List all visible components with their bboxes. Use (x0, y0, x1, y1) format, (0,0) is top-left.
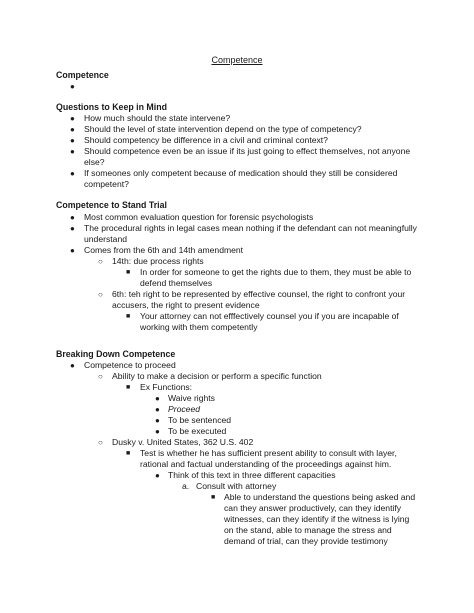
list-item-continuation: defend themselves (140, 278, 213, 288)
list-item: Your attorney can not efffectively counsel you if you are incapable of (140, 311, 399, 321)
list-item: In order for someone to get the rights due to them, they must be able to (140, 267, 412, 277)
section-heading-questions: Questions to Keep in Mind (56, 102, 167, 112)
bullet-circle: ○ (98, 290, 103, 299)
list-item: The procedural rights in legal cases mean nothing if the defendant can not meaningfully (84, 223, 417, 233)
list-item-continuation: else? (84, 157, 105, 167)
list-item-continuation: witnesses, can they identify if the witness is lying (224, 514, 410, 524)
section-heading-stand-trial: Competence to Stand Trial (56, 200, 167, 210)
list-item-continuation: demand of trial, can they provide testimony (224, 536, 388, 546)
bullet-dot: ● (70, 224, 75, 233)
list-item-continuation: on the stand, able to manage the stress and (224, 525, 392, 535)
bullet-dot: ● (70, 147, 75, 156)
list-item-continuation: working with them competently (140, 322, 258, 332)
list-item: 6th: teh right to be represented by effective counsel, the right to confront your (112, 289, 406, 299)
list-item: Should the level of state intervention depend on the type of competency? (84, 124, 362, 134)
list-item: Comes from the 6th and 14th amendment (84, 245, 244, 255)
list-item: Think of this text in three different capacities (168, 470, 336, 480)
bullet-circle: ○ (98, 257, 103, 266)
bullet-dot: ● (70, 246, 75, 255)
list-item: To be executed (168, 426, 227, 436)
list-item: If someones only competent because of medication should they still be considered (84, 168, 398, 178)
list-item: To be sentenced (168, 415, 232, 425)
list-item-continuation: rational and factual understanding of the proceedings against him. (140, 459, 392, 469)
list-item-continuation: accusers, the right to present evidence (112, 300, 260, 310)
bullet-square: ■ (211, 494, 216, 501)
list-item: Should competence even be an issue if its just going to effect themselves, not anyone (84, 146, 411, 156)
bullet-dot: ● (155, 427, 160, 436)
bullet-dot: ● (155, 416, 160, 425)
list-item: Competence to proceed (84, 360, 176, 370)
section-heading-competence: Competence (56, 70, 109, 80)
bullet-circle: ○ (98, 438, 103, 447)
bullet-dot: ● (155, 405, 160, 414)
list-item-continuation: can they answer productively, can they identify (224, 503, 402, 513)
section-heading-breaking-down: Breaking Down Competence (56, 349, 176, 359)
list-item: 14th: due process rights (112, 256, 204, 266)
bullet-dot: ● (70, 125, 75, 134)
bullet-square: ■ (126, 313, 131, 320)
list-item: Test is whether he has sufficient present ability to consult with layer, (140, 448, 397, 458)
bullet-dot: ● (70, 114, 75, 123)
list-item: Waive rights (168, 393, 215, 403)
document-title: Competence (211, 55, 263, 65)
bullet-dot: ● (155, 394, 160, 403)
list-item: Proceed (168, 404, 201, 414)
bullet-dot: ● (70, 82, 75, 91)
list-item: How much should the state intervene? (84, 113, 231, 123)
alpha-marker: a. (182, 481, 190, 491)
list-item: Should competency be difference in a civil and criminal context? (84, 135, 328, 145)
list-item: Consult with attorney (196, 481, 277, 491)
bullet-dot: ● (70, 136, 75, 145)
bullet-circle: ○ (98, 372, 103, 381)
list-item: Ex Functions: (140, 382, 193, 392)
bullet-square: ■ (126, 269, 131, 276)
list-item-continuation: understand (84, 234, 128, 244)
list-item: Dusky v. United States, 362 U.S. 402 (112, 437, 254, 447)
bullet-dot: ● (70, 213, 75, 222)
bullet-dot: ● (70, 361, 75, 370)
bullet-square: ■ (126, 384, 131, 391)
list-item: Able to understand the questions being asked and (224, 492, 416, 502)
bullet-square: ■ (126, 450, 131, 457)
bullet-dot: ● (155, 471, 160, 480)
list-item-continuation: competent? (84, 179, 129, 189)
list-item: Most common evaluation question for forensic psychologists (84, 212, 314, 222)
list-item: Ability to make a decision or perform a specific function (112, 371, 322, 381)
bullet-dot: ● (70, 169, 75, 178)
